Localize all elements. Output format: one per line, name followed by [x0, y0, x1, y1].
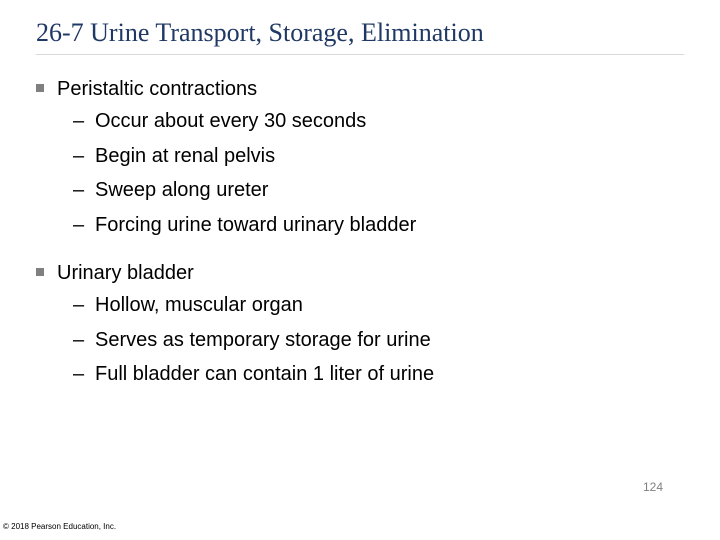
- dash-bullet-icon: –: [73, 144, 85, 167]
- dash-bullet-icon: –: [73, 294, 85, 316]
- slide-content: [36, 74, 676, 408]
- sub-bullet-item: [36, 288, 676, 323]
- sub-bullet-item: [36, 139, 676, 174]
- page-number: 124: [642, 480, 663, 494]
- sub-bullet-list: [36, 104, 676, 242]
- sub-bullet-item: [36, 208, 676, 243]
- dash-bullet-icon: –: [73, 179, 85, 201]
- bullet-heading-text: Peristaltic contractions: [57, 78, 258, 100]
- section-peristaltic-contractions: [36, 74, 676, 242]
- square-bullet-icon: [36, 268, 44, 276]
- sub-bullet-text: Full bladder can contain 1 liter of urine: [95, 363, 435, 385]
- sub-bullet-text: Serves as temporary storage for urine: [95, 328, 431, 351]
- section-urinary-bladder: [36, 258, 676, 392]
- square-bullet-icon: [36, 84, 44, 92]
- dash-bullet-icon: –: [73, 363, 85, 385]
- sub-bullet-item: [36, 173, 676, 208]
- sub-bullet-text: Begin at renal pelvis: [95, 144, 276, 167]
- slide-title: 26-7 Urine Transport, Storage, Elimination: [36, 18, 484, 47]
- sub-bullet-text: Occur about every 30 seconds: [95, 110, 367, 132]
- sub-bullet-list: [36, 288, 676, 392]
- sub-bullet-text: Forcing urine toward urinary bladder: [95, 213, 417, 236]
- sub-bullet-item: [36, 323, 676, 358]
- bullet-heading-text: Urinary bladder: [57, 262, 194, 284]
- bullet-heading: [36, 258, 676, 288]
- dash-bullet-icon: –: [73, 213, 85, 236]
- title-divider: [36, 54, 684, 55]
- sub-bullet-text: Sweep along ureter: [95, 179, 269, 201]
- sub-bullet-text: Hollow, muscular organ: [95, 294, 303, 316]
- copyright-notice: © 2018 Pearson Education, Inc.: [3, 522, 117, 531]
- bullet-heading: [36, 74, 676, 104]
- sub-bullet-item: [36, 104, 676, 139]
- dash-bullet-icon: –: [73, 110, 85, 132]
- sub-bullet-item: [36, 357, 676, 392]
- dash-bullet-icon: –: [73, 328, 85, 351]
